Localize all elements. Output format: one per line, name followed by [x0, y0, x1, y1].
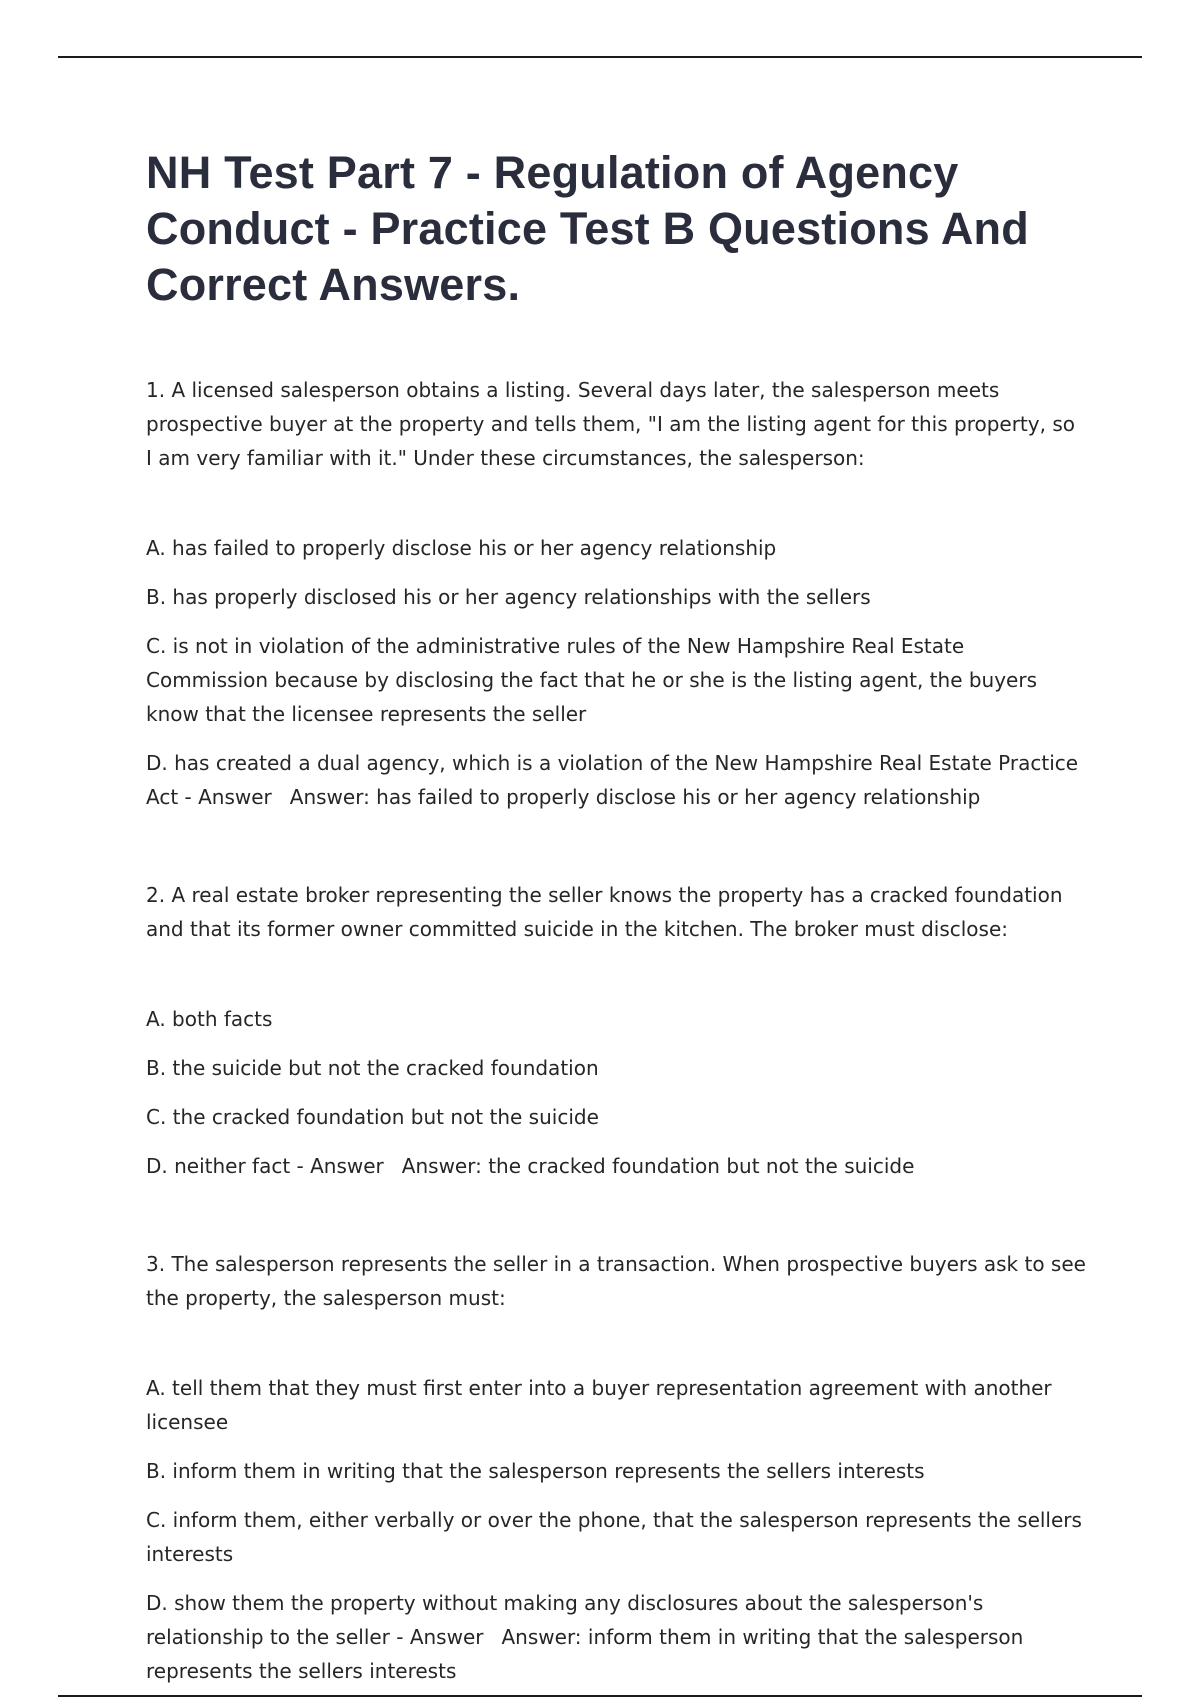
- answer-text: Answer: inform them in writing that the salesperson represents the sellers interests: [146, 1625, 1024, 1683]
- option-b: B. has properly disclosed his or her agency relationships with the sellers: [146, 585, 871, 609]
- document-body: [146, 145, 1086, 1688]
- option-d-text: D. has created a dual agency, which is a violation of the New Hampshire Real Estate Practice Act - Answer: [146, 751, 1079, 809]
- option-a: A. both facts: [146, 1007, 273, 1031]
- top-rule: [58, 56, 1142, 58]
- document-title: NH Test Part 7 - Regulation of Agency Conduct - Practice Test B Questions And Correct Answers.: [146, 147, 1029, 310]
- option-c: C. is not in violation of the administrative rules of the New Hampshire Real Estate Commission because by disclosing the fact that he or she is the listing agent, the buyers know that the licensee represents the seller: [146, 634, 1038, 726]
- option-b: B. inform them in writing that the salesperson represents the sellers interests: [146, 1459, 925, 1483]
- option-d: [146, 1149, 1086, 1183]
- option-d: [146, 746, 1086, 814]
- question-2: [146, 878, 1086, 1183]
- bottom-rule: [58, 1695, 1142, 1697]
- answer-text: Answer: the cracked foundation but not the suicide: [401, 1154, 915, 1178]
- question-text: 2. A real estate broker representing the seller knows the property has a cracked foundation and that its former owner committed suicide in the kitchen. The broker must disclose:: [146, 883, 1063, 941]
- option-c: C. the cracked foundation but not the suicide: [146, 1105, 599, 1129]
- option-list: [146, 1371, 1086, 1688]
- option-d-text: D. neither fact - Answer: [146, 1154, 384, 1178]
- option-d: [146, 1586, 1086, 1688]
- option-list: [146, 1002, 1086, 1183]
- option-d-text: D. show them the property without making any disclosures about the salesperson's relationship to the seller - Answer: [146, 1591, 984, 1649]
- answer-text: Answer: has failed to properly disclose his or her agency relationship: [289, 785, 981, 809]
- option-a: A. has failed to properly disclose his or her agency relationship: [146, 536, 777, 560]
- option-b: B. the suicide but not the cracked foundation: [146, 1056, 599, 1080]
- question-1: [146, 373, 1086, 814]
- question-text: 1. A licensed salesperson obtains a listing. Several days later, the salesperson meets prospective buyer at the property and tells them, "I am the listing agent for this property, so I am very familiar with it." Under these circumstances, the salesperson:: [146, 378, 1075, 470]
- option-c: C. inform them, either verbally or over the phone, that the salesperson represents the sellers interests: [146, 1508, 1082, 1566]
- question-text: 3. The salesperson represents the seller in a transaction. When prospective buyers ask to see the property, the salesperson must:: [146, 1252, 1086, 1310]
- question-3: [146, 1247, 1086, 1688]
- option-a: A. tell them that they must first enter into a buyer representation agreement with another licensee: [146, 1376, 1052, 1434]
- option-list: [146, 531, 1086, 814]
